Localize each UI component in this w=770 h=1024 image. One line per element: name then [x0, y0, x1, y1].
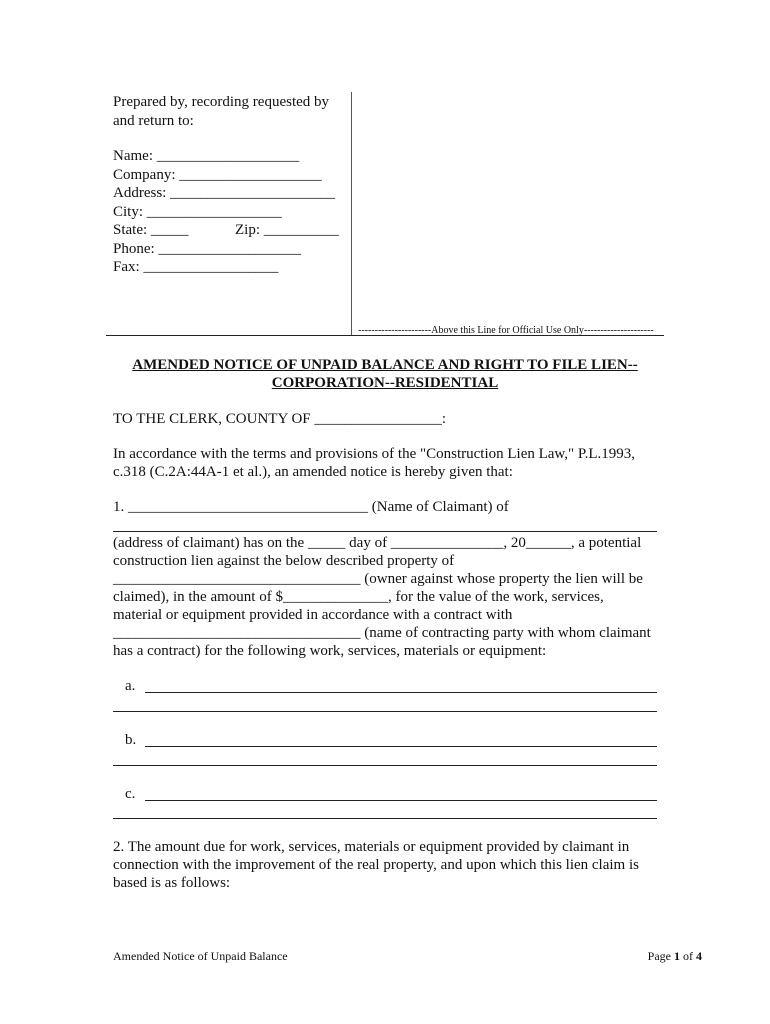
item-a-label: a.: [125, 678, 136, 694]
item-b-blank-2[interactable]: [113, 765, 657, 766]
paragraph1-line7: material or equipment provided in accordance with a contract with: [113, 607, 513, 623]
page-prefix: Page: [647, 949, 674, 963]
prepared-by-line2: and return to:: [113, 113, 194, 129]
document-title-line2: CORPORATION--RESIDENTIAL: [271, 375, 499, 391]
footer-document-name: Amended Notice of Unpaid Balance: [113, 949, 288, 963]
paragraph1-line8[interactable]: _________________________________ (name of contracting party with whom claimant: [113, 625, 651, 641]
fax-field[interactable]: Fax: __________________: [113, 259, 279, 275]
item-b-blank-1[interactable]: [145, 746, 657, 747]
company-field[interactable]: Company: ___________________: [113, 167, 322, 183]
state-field[interactable]: State: _____: [113, 222, 189, 238]
zip-field[interactable]: Zip: __________: [235, 222, 339, 238]
paragraph1-line4: construction lien against the below described property of: [113, 553, 455, 569]
paragraph1-line5[interactable]: _________________________________ (owner against whose property the lien will be: [113, 571, 643, 587]
paragraph1-line6: claimed), in the amount of $______________, for the value of the work, services,: [113, 589, 604, 605]
city-field[interactable]: City: __________________: [113, 204, 282, 220]
claimant-name-line[interactable]: 1. ________________________________ (Name of Claimant) of: [113, 499, 509, 515]
address-field[interactable]: Address: ______________________: [113, 185, 336, 201]
paragraph2-line1: 2. The amount due for work, services, materials or equipment provided by claimant in: [113, 839, 630, 855]
item-c-blank-1[interactable]: [145, 800, 657, 801]
item-a-blank-2[interactable]: [113, 711, 657, 712]
page-number: [648, 949, 702, 964]
page-total: 4: [696, 949, 702, 963]
item-c-label: c.: [125, 786, 136, 802]
item-c-blank-2[interactable]: [113, 818, 657, 819]
document-title-line1: AMENDED NOTICE OF UNPAID BALANCE AND RIGHT TO FILE LIEN--: [132, 357, 638, 373]
claimant-address-blank[interactable]: [113, 531, 657, 532]
prepared-by-line1: Prepared by, recording requested by: [113, 94, 330, 110]
paragraph1-line3: (address of claimant) has on the _____ day of _______________, 20______, a potential: [113, 535, 642, 551]
intro-line2: c.318 (C.2A:44A-1 et al.), an amended notice is hereby given that:: [113, 464, 513, 480]
paragraph1-line9: has a contract) for the following work, services, materials or equipment:: [113, 643, 547, 659]
header-divider-vertical: [351, 92, 352, 335]
item-a-blank-1[interactable]: [145, 692, 657, 693]
page-of: of: [680, 949, 696, 963]
item-b-label: b.: [125, 732, 137, 748]
paragraph2-line3: based is as follows:: [113, 875, 231, 891]
phone-field[interactable]: Phone: ___________________: [113, 241, 301, 257]
name-field[interactable]: Name: ___________________: [113, 148, 300, 164]
official-use-label: ----------------------Above this Line for Official Use Only---------------------: [358, 325, 654, 336]
page-current: 1: [674, 949, 680, 963]
paragraph2-line2: connection with the improvement of the real property, and upon which this lien claim is: [113, 857, 639, 873]
to-clerk-line: TO THE CLERK, COUNTY OF _________________:: [113, 411, 447, 427]
intro-line1: In accordance with the terms and provisions of the "Construction Lien Law," P.L.1993,: [113, 446, 635, 462]
